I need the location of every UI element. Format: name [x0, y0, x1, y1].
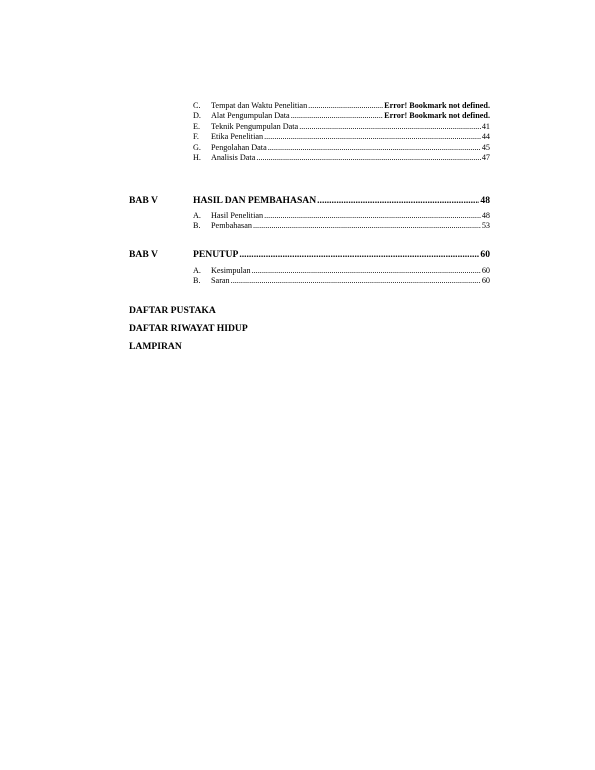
toc-entry-letter: C. [193, 101, 201, 110]
toc-daftar-riwayat-hidup: DAFTAR RIWAYAT HIDUP [129, 323, 248, 334]
leader-dots [299, 122, 481, 132]
toc-entry-page: 60 [481, 266, 490, 275]
leader-dots [253, 221, 481, 231]
toc-entry-text: Etika Penelitian [211, 132, 264, 142]
leader-dots [268, 143, 481, 153]
toc-entry-page: 41 [481, 121, 490, 131]
toc-entry-letter: B. [193, 276, 201, 286]
chapter-heading [129, 249, 490, 263]
toc-entry-page: Error! Bookmark not defined. [384, 111, 490, 121]
toc-entry-text: Tempat dan Waktu Penelitian [211, 101, 308, 110]
leader-dots [264, 132, 481, 142]
toc-entry-letter: A. [193, 211, 201, 220]
toc-entry-letter: E. [193, 121, 201, 131]
toc-entry [193, 122, 490, 132]
toc-subsection-list [193, 266, 490, 287]
toc-entry-letter: H. [193, 152, 201, 162]
toc-entry-letter: D. [193, 111, 201, 121]
toc-entry [193, 221, 490, 231]
chapter-page: 60 [480, 249, 490, 260]
toc-entry-text: Pembahasan [211, 221, 252, 231]
leader-dots [239, 249, 479, 260]
chapter-heading [129, 195, 490, 209]
toc-entry-page: 47 [481, 152, 490, 162]
toc-chapter-penutup [129, 249, 490, 263]
toc-entry [193, 132, 490, 142]
toc-subsection-list [193, 101, 490, 163]
toc-entry-text: Saran [211, 276, 230, 286]
toc-entry-page: 44 [481, 132, 490, 142]
toc-entry-letter: F. [193, 132, 199, 142]
toc-entry [193, 101, 490, 111]
chapter-label: BAB V [129, 249, 158, 260]
leader-dots [252, 266, 481, 276]
toc-entry-letter: A. [193, 266, 201, 275]
leader-dots [256, 153, 480, 163]
toc-daftar-pustaka: DAFTAR PUSTAKA [129, 305, 216, 316]
toc-entry-text: Analisis Data [211, 152, 256, 162]
toc-entry-page: 53 [481, 221, 490, 231]
toc-entry-text: Alat Pengumpulan Data [211, 111, 290, 121]
leader-dots [231, 276, 481, 286]
toc-entry-page: 60 [481, 276, 490, 286]
chapter-label: BAB V [129, 195, 158, 206]
chapter-page: 48 [480, 195, 490, 206]
toc-entry-text: Pengolahan Data [211, 142, 267, 152]
leader-dots [308, 101, 383, 111]
toc-entry [193, 153, 490, 163]
leader-dots [291, 111, 383, 121]
toc-entry [193, 211, 490, 221]
toc-entry [193, 111, 490, 121]
toc-entry-text: Teknik Pengumpulan Data [211, 121, 299, 131]
leader-dots [317, 195, 479, 206]
toc-entry-page: 48 [481, 211, 490, 220]
toc-entry-text: Hasil Penelitian [211, 211, 264, 220]
toc-entry-page: 45 [481, 142, 490, 152]
toc-entry [193, 276, 490, 286]
chapter-title: PENUTUP [193, 249, 239, 260]
toc-entry [193, 143, 490, 153]
leader-dots [264, 211, 481, 221]
toc-entry-page: Error! Bookmark not defined. [384, 101, 490, 110]
toc-lampiran: LAMPIRAN [129, 341, 182, 352]
toc-entry [193, 266, 490, 276]
toc-entry-letter: G. [193, 142, 201, 152]
toc-subsection-list [193, 211, 490, 232]
chapter-title: HASIL DAN PEMBAHASAN [193, 195, 317, 206]
toc-entry-letter: B. [193, 221, 201, 231]
toc-chapter-hasil [129, 195, 490, 209]
toc-entry-text: Kesimpulan [211, 266, 251, 275]
